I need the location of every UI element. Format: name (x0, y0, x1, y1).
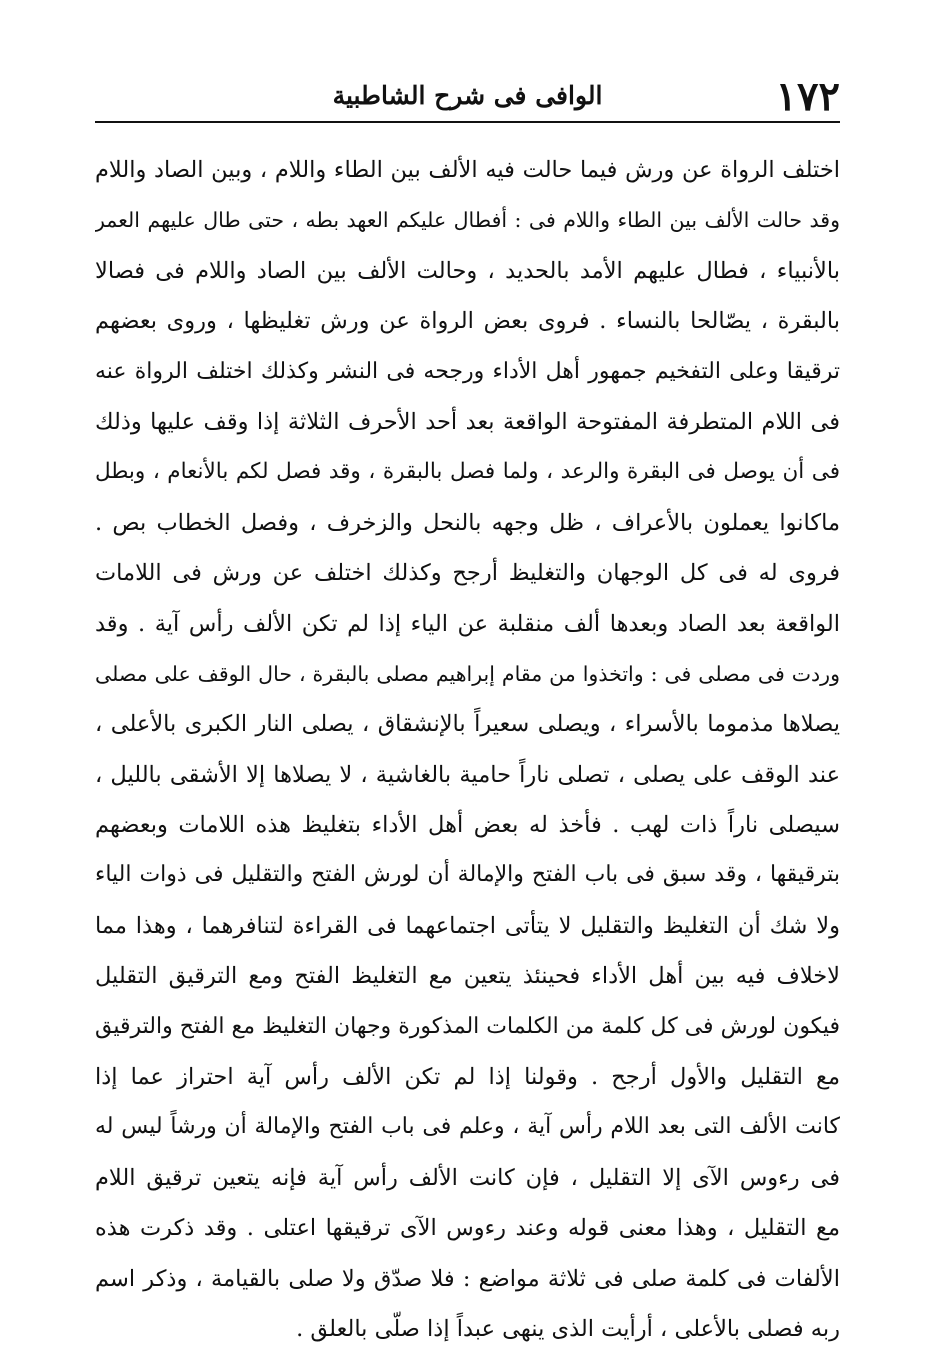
text-line: بالبقرة ، يصّالحا بالنساء . فروى بعض الرواة عن ورش تغليظها ، وروى بعضهم (95, 308, 840, 335)
text-line: كانت الألف التى بعد اللام رأس آية ، وعلم فى باب الفتح والإمالة أن ورشاً ليس له (95, 1114, 840, 1140)
text-line: فى رءوس الآى إلا التقليل ، فإن كانت الألف رأس آية فإنه يتعين ترقيق اللام (95, 1164, 840, 1191)
text-line: مع التقليل ، وهذا معنى قوله وعند رءوس الآى ترقيقها اعتلى . وقد ذكرت هذه (95, 1215, 840, 1242)
text-line: سيصلى ناراً ذات لهب . فأخذ له بعض أهل الأداء بتغليظ هذه اللامات وبعضهم (95, 812, 840, 839)
text-line: وقد حالت الألف بين الطاء واللام فى : أفطال عليكم العهد بطه ، حتى طال عليهم العمر (95, 208, 840, 233)
page-number: ١٧٢ (775, 73, 840, 120)
text-line: اختلف الرواة عن ورش فيما حالت فيه الألف بين الطاء واللام ، وبين الصاد واللام (95, 157, 840, 183)
text-line: الألفات فى كلمة صلى فى ثلاثة مواضع : فلا صدّق ولا صلى بالقيامة ، وذكر اسم (95, 1265, 840, 1292)
text-line: فى أن يوصل فى البقرة والرعد ، ولما فصل بالبقرة ، وقد فصل لكم بالأنعام ، وبطل (95, 459, 840, 485)
text-line: فى اللام المتطرفة المفتوحة الواقعة بعد أحد الأحرف الثلاثة إذا وقف عليها وذلك (95, 408, 840, 435)
header-rule (95, 121, 840, 123)
text-line: لاخلاف فيه بين أهل الأداء فحينئذ يتعين مع التغليظ الفتح ومع الترقيق التقليل (95, 963, 840, 990)
text-line: ماكانوا يعملون بالأعراف ، ظل وجهه بالنحل والزخرف ، وفصل الخطاب بص . (95, 509, 840, 536)
text-line: عند الوقف على يصلى ، تصلى ناراً حامية بالغاشية ، لا يصلاها إلا الأشقى بالليل ، (95, 761, 840, 788)
text-line: ترقيقا وعلى التفخيم جمهور أهل الأداء ورجحه فى النشر وكذلك اختلف الرواة عنه (95, 358, 840, 384)
text-line: فيكون لورش فى كل كلمة من الكلمات المذكورة وجهان التغليظ مع الفتح والترقيق (95, 1013, 840, 1039)
text-line: وردت فى مصلى فى : واتخذوا من مقام إبراهيم مصلى بالبقرة ، حال الوقف على مصلى (95, 661, 840, 686)
text-line: الواقعة بعد الصاد وبعدها ألف منقلبة عن الياء إذا لم تكن الألف رأس آية . وقد (95, 610, 840, 637)
text-line: بترقيقها ، وقد سبق فى باب الفتح والإمالة أن لورش الفتح والتقليل فى ذوات الياء (95, 862, 840, 888)
text-line: يصلاها مذموما بالأسراء ، ويصلى سعيراً بالإنشقاق ، يصلى النار الكبرى بالأعلى ، (95, 711, 840, 738)
body-text (95, 145, 840, 1354)
text-line: فروى له فى كل الوجهان والتغليظ أرجح وكذلك اختلف عن ورش فى اللامات (95, 560, 840, 587)
text-line: ربه فصلى بالأعلى ، أرأيت الذى ينهى عبداً إذا صلّى بالعلق . (296, 1315, 840, 1342)
page-header (95, 72, 840, 122)
running-title: الوافى فى شرح الشاطبية (332, 81, 603, 110)
text-line: ولا شك أن التغليظ والتقليل لا يتأتى اجتماعهما فى القراءة لتنافرهما ، وهذا مما (95, 912, 840, 939)
text-line: مع التقليل والأول أرجح . وقولنا إذا لم تكن الألف رأس آية احتراز عما إذا (95, 1064, 840, 1091)
text-line: بالأنبياء ، فطال عليهم الأمد بالحديد ، وحالت الألف بين الصاد واللام فى فصالا (95, 257, 840, 284)
